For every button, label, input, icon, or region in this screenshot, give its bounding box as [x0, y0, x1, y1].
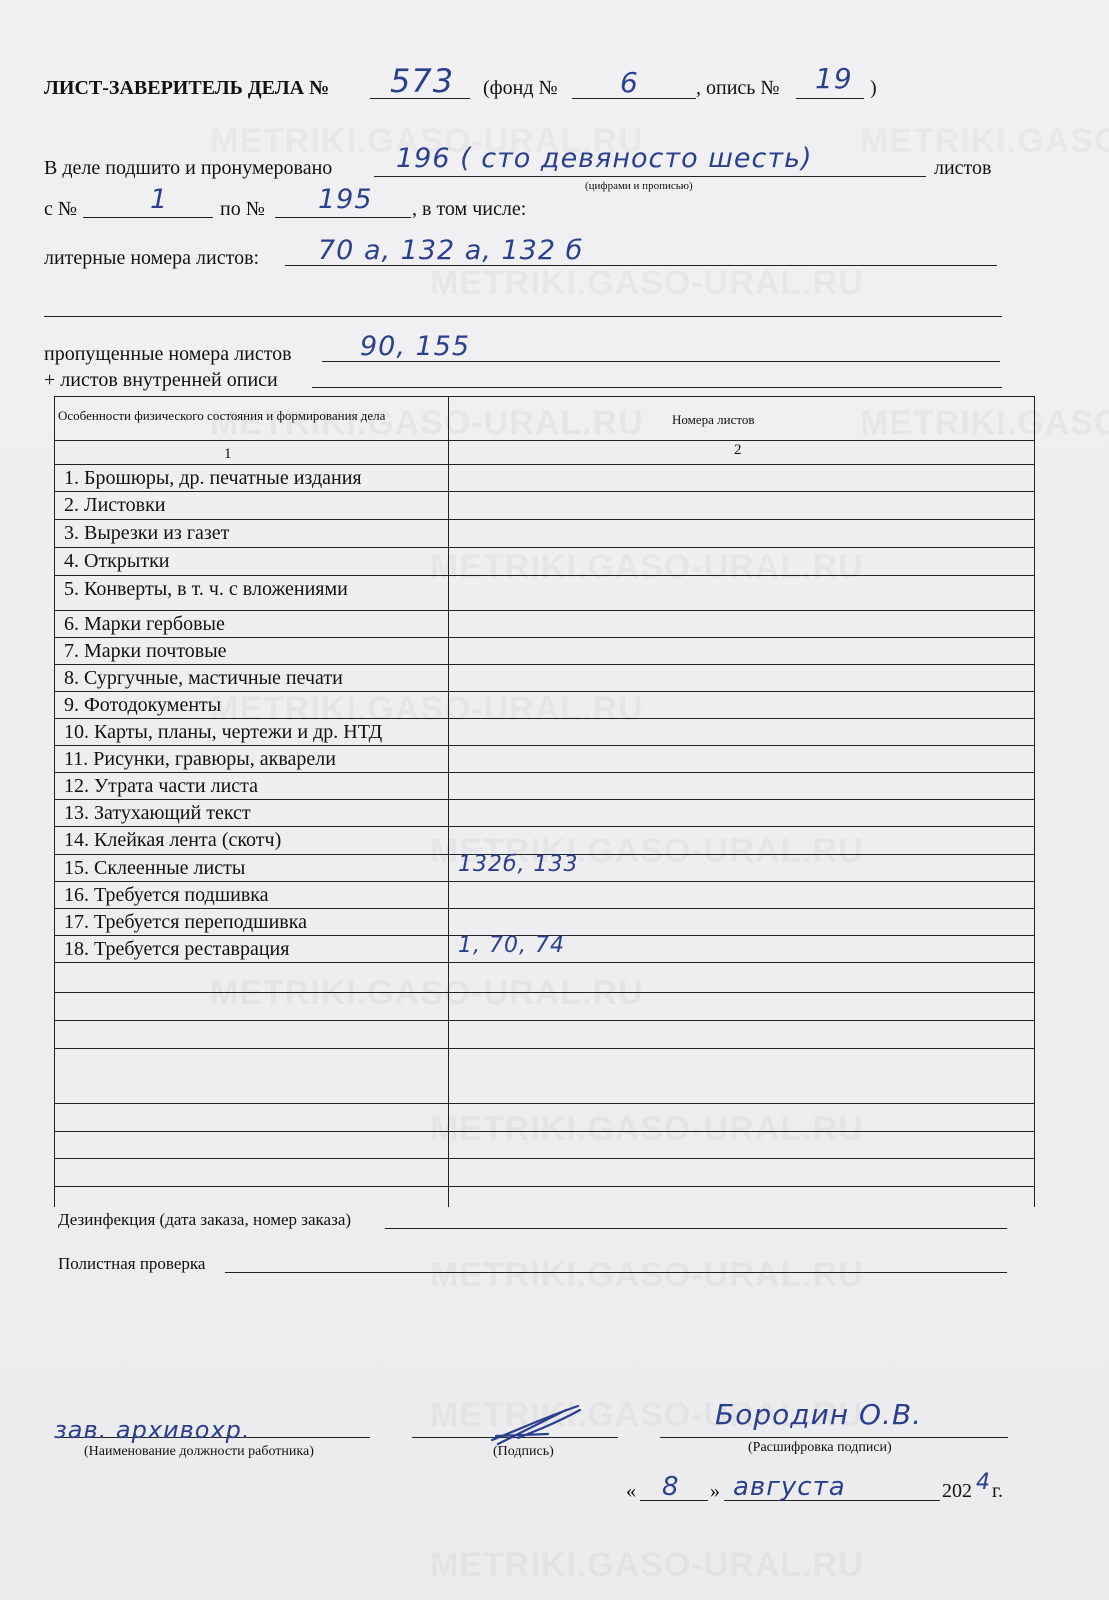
date-suffix: г. — [992, 1480, 1003, 1502]
features-table — [54, 396, 1056, 1207]
table-row-value: 132б, 133 — [458, 852, 579, 877]
table-row-divider — [54, 637, 1034, 638]
table-right-border — [1034, 396, 1035, 1207]
check-line — [225, 1272, 1007, 1273]
close-paren: ) — [870, 77, 877, 99]
table-row-divider — [54, 718, 1034, 719]
table-empty-row-divider — [54, 1048, 1034, 1049]
from-label: с № — [44, 198, 77, 220]
table-row-divider — [54, 610, 1034, 611]
table-row-label: 15. Склеенные листы — [64, 857, 246, 879]
table-row-divider — [54, 547, 1034, 548]
check-label: Полистная проверка — [58, 1254, 206, 1273]
table-row-label: 3. Вырезки из газет — [64, 522, 230, 544]
name-line — [660, 1437, 1008, 1438]
date-month: августа — [733, 1472, 846, 1502]
inner-inventory-line — [312, 387, 1002, 388]
disinfection-line — [385, 1228, 1007, 1229]
table-row-label: 4. Открытки — [64, 550, 170, 572]
table-row-divider — [54, 799, 1034, 800]
table-row-label: 8. Сургучные, мастичные печати — [64, 667, 343, 689]
to-line — [275, 217, 411, 218]
signature-hint: (Подпись) — [493, 1444, 554, 1459]
watermark — [430, 264, 864, 303]
table-row-label: 6. Марки гербовые — [64, 613, 225, 635]
table-row-label: 7. Марки почтовые — [64, 640, 227, 662]
number-divider — [54, 464, 1034, 465]
table-row-label: 18. Требуется реставрация — [64, 938, 290, 960]
table-row-label: 16. Требуется подшивка — [64, 884, 269, 906]
table-row-label: 17. Требуется переподшивка — [64, 911, 308, 933]
table-row-divider — [54, 745, 1034, 746]
signature-scribble — [488, 1400, 588, 1450]
sewn-suffix: листов — [934, 157, 992, 179]
letter-numbers-label: литерные номера листов: — [44, 247, 260, 269]
name-hint: (Расшифровка подписи) — [748, 1440, 892, 1455]
table-row-divider — [54, 491, 1034, 492]
including-label: , в том числе: — [412, 198, 527, 220]
date-open-quote: « — [626, 1480, 636, 1502]
from-line — [83, 217, 213, 218]
table-empty-row-divider — [54, 1103, 1034, 1104]
table-row-label: 12. Утрата части листа — [64, 775, 259, 797]
opis-label: , опись № — [696, 77, 780, 99]
table-row-divider — [54, 575, 1034, 576]
table-mid-border — [448, 396, 449, 1207]
table-empty-row-divider — [54, 1131, 1034, 1132]
table-left-border — [54, 396, 55, 1207]
table-row-label: 13. Затухающий текст — [64, 802, 251, 824]
letter-numbers-line-2 — [44, 316, 1002, 317]
disinfection-label: Дезинфекция (дата заказа, номер заказа) — [58, 1210, 352, 1229]
sewn-hint: (цифрами и прописью) — [585, 180, 693, 192]
table-row-label: 1. Брошюры, др. печатные издания — [64, 467, 362, 489]
to-value: 195 — [318, 184, 373, 215]
table-empty-row-divider — [54, 1186, 1034, 1187]
col1-header: Особенности физического состояния и формирования дела — [58, 408, 386, 423]
table-row-divider — [54, 826, 1034, 827]
date-year-digit: 4 — [976, 1470, 991, 1495]
table-row-divider — [54, 881, 1034, 882]
from-value: 1 — [150, 184, 169, 215]
table-row-value: 1, 70, 74 — [458, 933, 565, 958]
table-empty-row-divider — [54, 1158, 1034, 1159]
table-row-label: 5. Конверты, в т. ч. с вложениями — [64, 578, 348, 600]
opis-number-value: 19 — [815, 62, 853, 95]
position-value: зав. архивохр. — [54, 1416, 251, 1444]
table-empty-row-divider — [54, 992, 1034, 993]
table-empty-row-divider — [54, 1020, 1034, 1021]
inner-inventory-label: + листов внутренней описи — [44, 369, 278, 391]
sewn-line — [374, 176, 926, 177]
document-title: ЛИСТ-ЗАВЕРИТЕЛЬ ДЕЛА № — [44, 77, 330, 99]
letter-numbers-value: 70 а, 132 а, 132 б — [318, 235, 584, 266]
sewn-value: 196 ( сто девяносто шесть) — [396, 143, 813, 174]
sewn-label: В деле подшито и пронумеровано — [44, 157, 333, 179]
table-row-divider — [54, 962, 1034, 963]
table-row-label: 11. Рисунки, гравюры, акварели — [64, 748, 336, 770]
fond-label: (фонд № — [483, 77, 558, 99]
watermark — [430, 1256, 864, 1295]
table-row-divider — [54, 908, 1034, 909]
date-close-quote: » — [710, 1480, 720, 1502]
table-row-divider — [54, 772, 1034, 773]
date-year-prefix: 202 — [942, 1480, 972, 1502]
table-row-divider — [54, 664, 1034, 665]
table-row-label: 10. Карты, планы, чертежи и др. НТД — [64, 721, 383, 743]
table-row-label: 14. Клейкая лента (скотч) — [64, 829, 282, 851]
table-row-label: 2. Листовки — [64, 494, 166, 516]
table-row-divider — [54, 519, 1034, 520]
watermark — [860, 122, 1109, 161]
table-row-divider — [54, 691, 1034, 692]
fond-number-value: 6 — [620, 66, 639, 99]
date-day: 8 — [662, 1472, 680, 1502]
case-number-value: 573 — [390, 62, 455, 100]
name-value: Бородин О.В. — [715, 1398, 923, 1431]
header-divider — [54, 440, 1034, 441]
table-top-border — [54, 396, 1034, 397]
missing-numbers-value: 90, 155 — [360, 331, 471, 362]
missing-numbers-label: пропущенные номера листов — [44, 343, 292, 365]
table-row-label: 9. Фотодокументы — [64, 694, 222, 716]
watermark — [430, 1546, 864, 1585]
position-hint: (Наименование должности работника) — [84, 1444, 314, 1459]
opis-number-line — [796, 98, 864, 99]
col1-number: 1 — [224, 446, 232, 462]
to-label: по № — [220, 198, 265, 220]
col2-header: Номера листов — [672, 412, 755, 427]
col2-number: 2 — [734, 442, 742, 458]
